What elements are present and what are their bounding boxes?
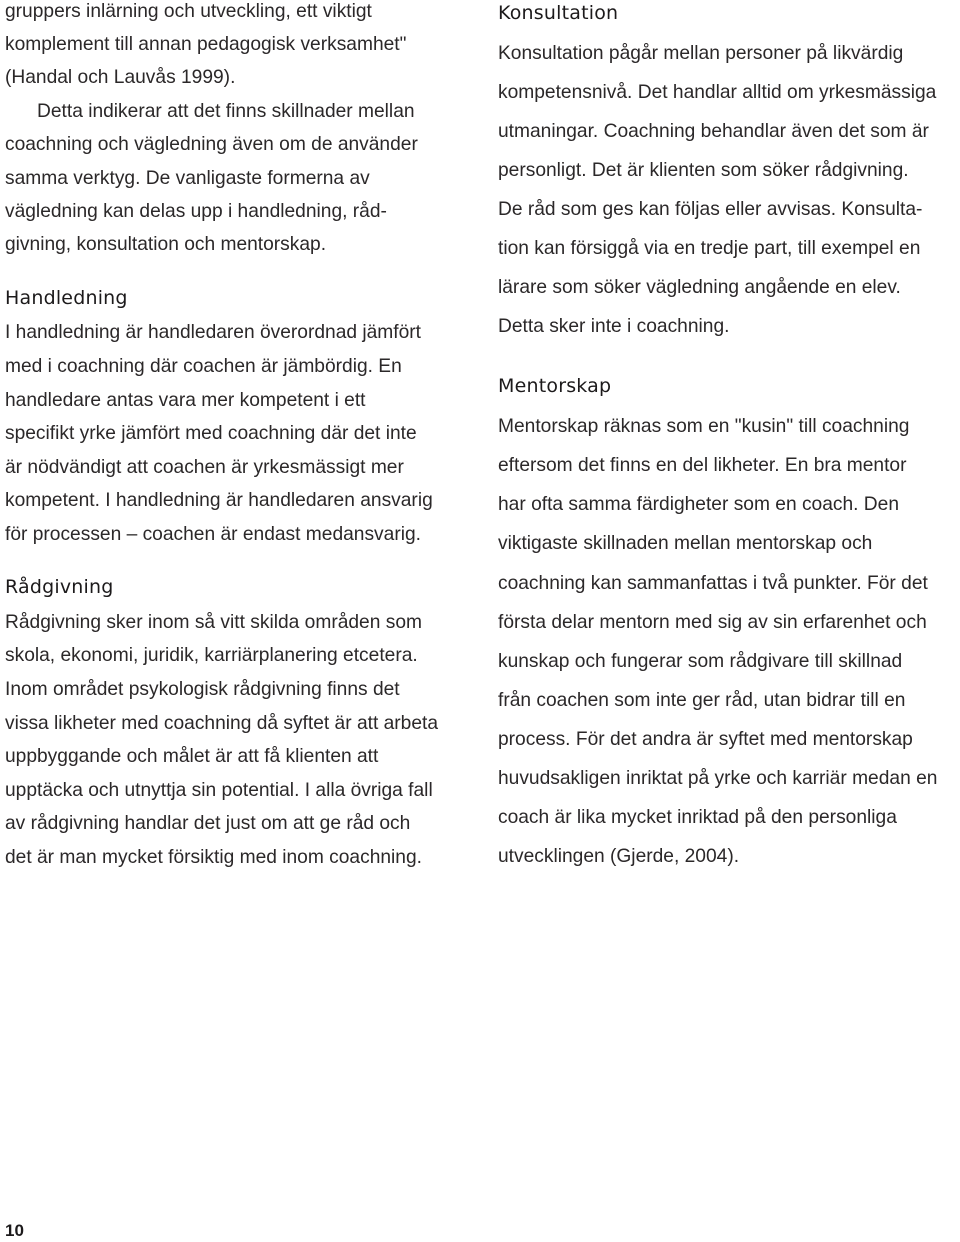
body-line: Mentorskap räknas som en "kusin" till coachning <box>498 416 910 437</box>
body-line: viktigaste skillnaden mellan mentorskap och <box>498 533 873 554</box>
intro-line: vägledning kan delas upp i handledning, råd- <box>5 201 387 222</box>
body-line: eftersom det finns en del likheter. En bra mentor <box>498 455 907 476</box>
body-line: lärare som söker vägledning angående en elev. <box>498 277 901 298</box>
intro-line: givning, konsultation och mentorskap. <box>5 234 327 255</box>
body-line: upptäcka och utnyttja sin potential. I alla övriga fall <box>5 780 433 801</box>
intro-line: gruppers inlärning och utveckling, ett viktigt <box>5 1 372 22</box>
section-heading-radgivning: Rådgivning <box>5 576 114 598</box>
body-line: huvudsakligen inriktat på yrke och karriär medan en <box>498 768 938 789</box>
body-line: kompetent. I handledning är handledaren ansvarig <box>5 490 433 511</box>
body-line: coachning kan sammanfattas i två punkter. För det <box>498 573 928 594</box>
body-line: specifikt yrke jämfört med coachning där det inte <box>5 423 417 444</box>
body-line: från coachen som inte ger råd, utan bidrar till en <box>498 690 906 711</box>
intro-line: komplement till annan pedagogisk verksamhet" <box>5 34 407 55</box>
section-heading-handledning: Handledning <box>5 287 128 309</box>
body-line: Konsultation pågår mellan personer på likvärdig <box>498 43 904 64</box>
section-heading-konsultation: Konsultation <box>498 2 619 24</box>
body-line: med i coachning där coachen är jämbördig. En <box>5 356 402 377</box>
body-line: för processen – coachen är endast medansvarig. <box>5 524 421 545</box>
intro-line: samma verktyg. De vanligaste formerna av <box>5 168 370 189</box>
section-heading-mentorskap: Mentorskap <box>498 375 612 397</box>
intro-line: coachning och vägledning även om de använder <box>5 134 418 155</box>
body-line: De råd som ges kan följas eller avvisas. Konsulta- <box>498 199 923 220</box>
body-line: kompetensnivå. Det handlar alltid om yrkesmässiga <box>498 82 937 103</box>
body-line: av rådgivning handlar det just om att ge råd och <box>5 813 411 834</box>
body-line: personligt. Det är klienten som söker rådgivning. <box>498 160 909 181</box>
body-line: det är man mycket försiktig med inom coachning. <box>5 847 422 868</box>
intro-line: (Handal och Lauvås 1999). <box>5 67 236 88</box>
body-line: process. För det andra är syftet med mentorskap <box>498 729 913 750</box>
body-line: första delar mentorn med sig av sin erfarenhet och <box>498 612 927 633</box>
body-line: coach är lika mycket inriktad på den personliga <box>498 807 897 828</box>
intro-line: Detta indikerar att det finns skillnader mellan <box>37 101 415 122</box>
body-line: kunskap och fungerar som rådgivare till skillnad <box>498 651 903 672</box>
body-line: vissa likheter med coachning då syftet är att arbeta <box>5 713 439 734</box>
body-line: har ofta samma färdigheter som en coach. Den <box>498 494 900 515</box>
body-line: uppbyggande och målet är att få klienten att <box>5 746 379 767</box>
body-line: skola, ekonomi, juridik, karriärplanering etcetera. <box>5 645 418 666</box>
body-line: Detta sker inte i coachning. <box>498 316 730 337</box>
body-line: I handledning är handledaren överordnad jämfört <box>5 322 422 343</box>
page-number: 10 <box>5 1221 24 1240</box>
body-line: handledare antas vara mer kompetent i ett <box>5 390 366 411</box>
body-line: utmaningar. Coachning behandlar även det som är <box>498 121 929 142</box>
body-line: är nödvändigt att coachen är yrkesmässigt mer <box>5 457 404 478</box>
body-line: tion kan försiggå via en tredje part, till exempel en <box>498 238 921 259</box>
body-line: Inom området psykologisk rådgivning finns det <box>5 679 400 700</box>
body-line: Rådgivning sker inom så vitt skilda områden som <box>5 612 422 633</box>
body-line: utvecklingen (Gjerde, 2004). <box>498 846 740 867</box>
